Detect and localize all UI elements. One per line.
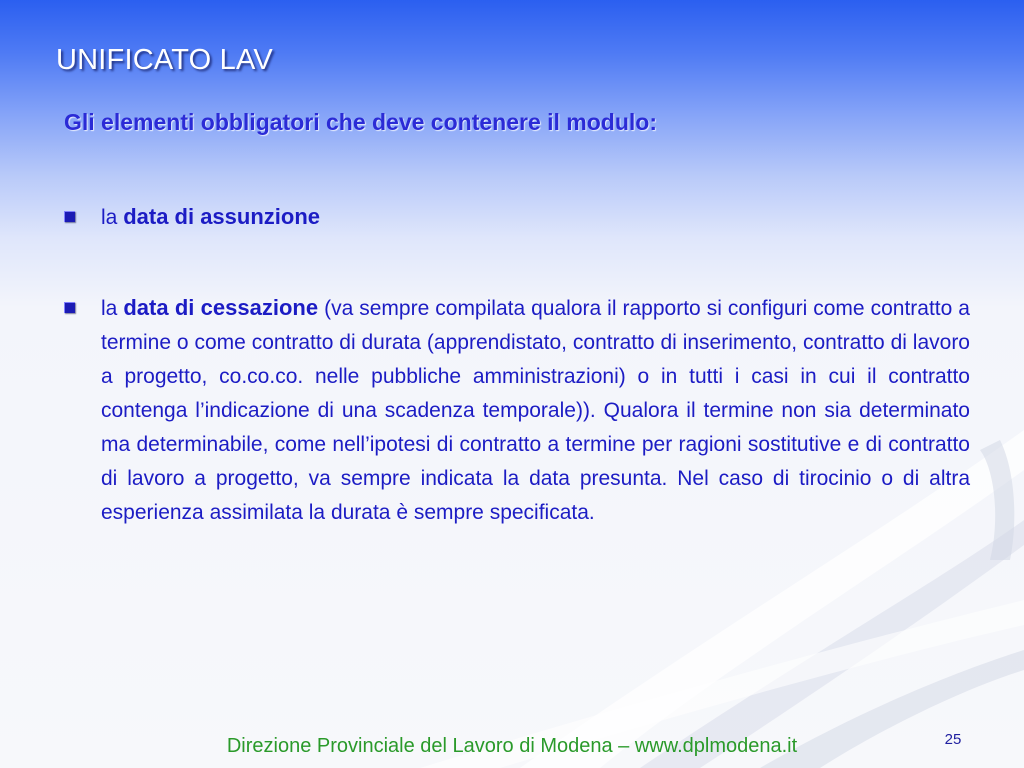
page-number: 25 bbox=[944, 731, 962, 748]
bullet-text bbox=[101, 291, 970, 530]
bullet-prefix: la bbox=[101, 206, 124, 229]
bullet-item bbox=[64, 200, 970, 235]
square-bullet-icon bbox=[64, 302, 75, 313]
bullet-text bbox=[101, 200, 970, 235]
slide-subtitle: Gli elementi obbligatori che deve contenere il modulo: bbox=[64, 109, 657, 135]
square-bullet-icon bbox=[64, 211, 75, 222]
slide-title: UNIFICATO LAV bbox=[56, 44, 273, 76]
bullet-highlight: data di assunzione bbox=[123, 204, 321, 229]
bullet-item bbox=[64, 291, 970, 530]
bullet-body: (va sempre compilata qualora il rapporto si configuri come contratto a termine o come contratto di durata (apprendistato, contratto di inserimento, contratto di lavoro a progetto, co.co.co. nelle pubbliche amministrazioni) o in tutti i casi in cui il contratto contenga l’indicazione di una scadenza temporale)). Qualora il termine non sia determinato ma determinabile, come nell’ipotesi di contratto a termine per ragioni sostitutive e di contratto di lavoro a progetto, va sempre indicata la data presunta. Nel caso di tirocinio o di altra esperienza assimilata la durata è sempre specificata. bbox=[101, 297, 970, 524]
bullet-prefix: la bbox=[101, 297, 124, 320]
footer-text: Direzione Provinciale del Lavoro di Modena – www.dplmodena.it bbox=[226, 735, 798, 757]
bullet-highlight: data di cessazione bbox=[123, 295, 319, 320]
